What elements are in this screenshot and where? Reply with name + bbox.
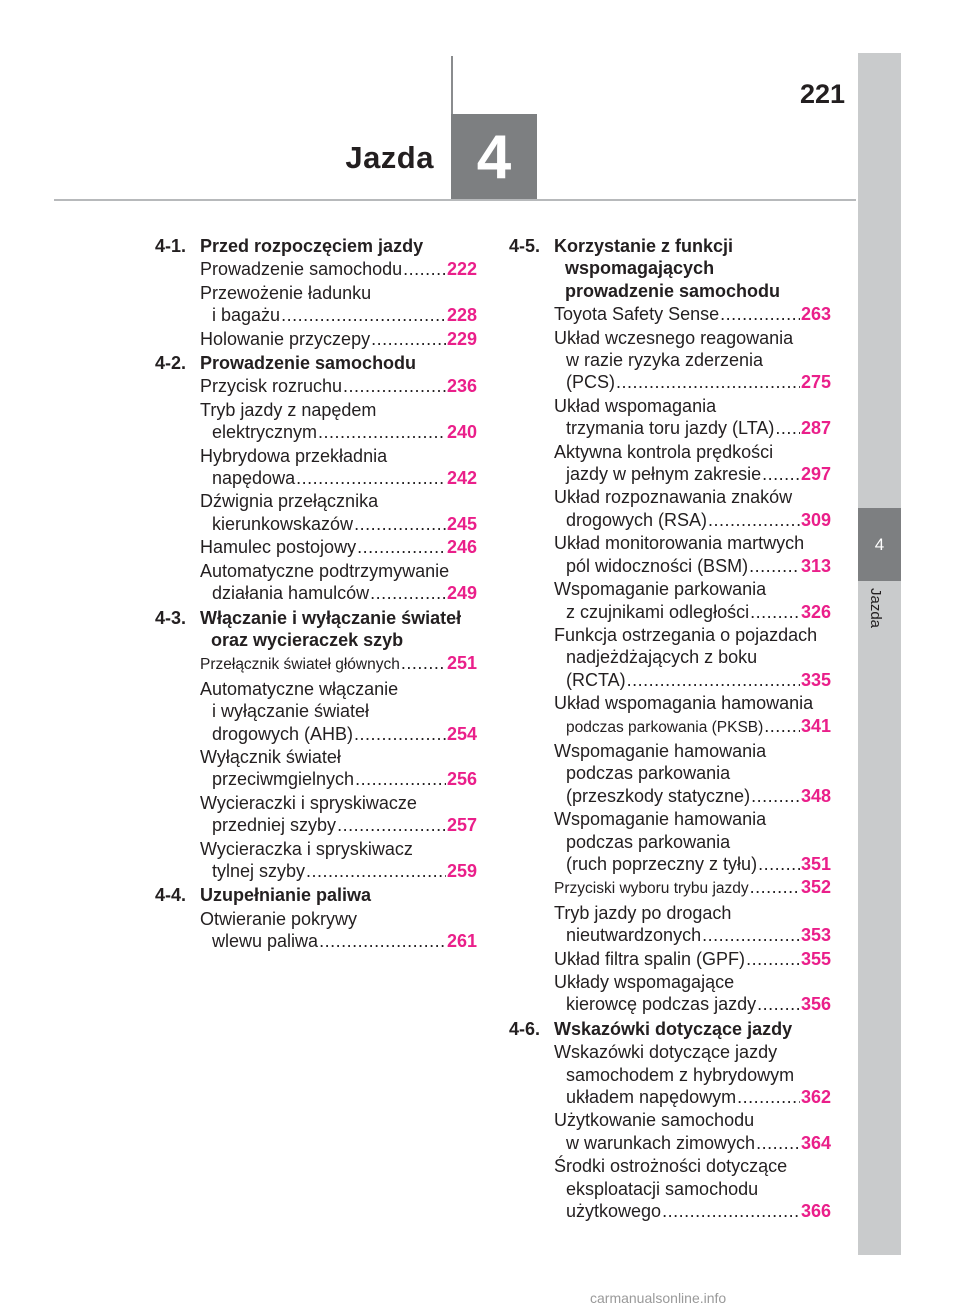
section-number: 4-5.: [509, 236, 541, 256]
entry-last-line: [200, 421, 477, 443]
entry-last-line: [200, 513, 477, 535]
entry-text: Układ wspomagania hamowania: [554, 693, 814, 714]
entry-text: Wycieraczki i spryskiwacze: [200, 792, 417, 813]
chapter-number-box: 4: [451, 114, 537, 200]
toc-entry[interactable]: [509, 303, 831, 325]
chapter-title: Jazda: [345, 140, 434, 175]
toc-entry[interactable]: [509, 876, 831, 900]
entry-text: Układy wspomagające: [554, 972, 735, 992]
entry-text: Wycieraczka i spryskiwacz: [200, 838, 413, 859]
entry-text: Przyciski wyboru trybu jazdy: [554, 880, 749, 898]
toc-entry[interactable]: [509, 740, 831, 807]
entry-last-line: [554, 1132, 831, 1154]
toc-entry[interactable]: [509, 1109, 831, 1154]
entry-last-line: [200, 860, 477, 882]
entry-last-line: [200, 723, 477, 745]
entry-text: Aktywna kontrola prędkości: [554, 441, 774, 462]
toc-entry[interactable]: [155, 908, 477, 953]
toc-entry[interactable]: [509, 692, 831, 739]
section-number: 4-4.: [155, 885, 187, 906]
entry-text: i wyłączanie świateł: [212, 701, 370, 722]
section-number: 4-3.: [155, 607, 187, 628]
page-link[interactable]: 309: [800, 509, 831, 530]
entry-text: drogowych (RSA): [566, 509, 708, 530]
toc-entry[interactable]: [509, 808, 831, 875]
section-title-line: oraz wycieraczek szyb: [211, 629, 404, 650]
entry-text: Przełącznik świateł głównych: [200, 656, 400, 674]
dot-leader: [337, 814, 446, 836]
page-link[interactable]: 257: [446, 815, 477, 836]
entry-text: trzymania toru jazdy (LTA): [566, 418, 775, 439]
page-link[interactable]: 366: [800, 1201, 831, 1222]
entry-last-line: [554, 1200, 831, 1222]
entry-text: (PCS): [566, 372, 615, 393]
dot-leader: [749, 555, 800, 577]
page-link[interactable]: 352: [800, 877, 831, 898]
entry-last-line: [200, 467, 477, 489]
entry-text: drogowych (AHB): [212, 723, 354, 744]
entry-text: Wspomaganie hamowania: [554, 740, 767, 761]
entry-last-line: [200, 582, 477, 604]
toc-entry[interactable]: [509, 948, 831, 970]
section-title-line: wspomagających: [565, 258, 715, 279]
entry-text: Hamulec postojowy: [200, 537, 357, 558]
entry-text: Układ monitorowania martwych: [554, 533, 805, 554]
dot-leader: [318, 421, 446, 443]
page-link[interactable]: 313: [800, 555, 831, 576]
section-title-line: Uzupełnianie paliwa: [200, 885, 372, 906]
entry-text: w razie ryzyka zderzenia: [566, 350, 764, 371]
toc-entry[interactable]: [509, 971, 831, 1016]
entry-text: Toyota Safety Sense: [554, 304, 720, 325]
section-title-line: Wskazówki dotyczące jazdy: [554, 1018, 793, 1039]
toc-entry[interactable]: [509, 441, 831, 486]
dot-leader: [762, 463, 800, 485]
dot-leader: [296, 467, 446, 489]
entry-last-line: [554, 463, 831, 485]
section-number: 4-2.: [155, 353, 187, 374]
page-link[interactable]: 356: [800, 994, 831, 1015]
toc-entry[interactable]: [155, 399, 477, 444]
page-link[interactable]: 341: [800, 715, 831, 736]
section-heading: [509, 1018, 831, 1040]
dot-leader: [720, 303, 800, 325]
entry-text: (przeszkody statyczne): [566, 785, 751, 806]
entry-last-line: [554, 993, 831, 1015]
entry-text: podczas parkowania: [566, 831, 731, 852]
entry-text: Przewożenie ładunku: [200, 282, 372, 303]
toc-entry[interactable]: [155, 490, 477, 535]
dot-leader: [357, 536, 446, 558]
entry-last-line: [200, 536, 477, 558]
entry-text: Tryb jazdy z napędem: [200, 399, 377, 420]
page-link[interactable]: 351: [800, 853, 831, 874]
page-link[interactable]: 335: [800, 669, 831, 690]
toc-entry[interactable]: [509, 532, 831, 577]
page-link[interactable]: 236: [446, 376, 477, 397]
page-link[interactable]: 263: [800, 304, 831, 325]
dot-leader: [403, 258, 446, 280]
toc-entry[interactable]: [155, 282, 477, 327]
entry-text: nadjeżdżających z boku: [566, 647, 758, 668]
section-heading: [155, 884, 477, 906]
toc-entry[interactable]: [509, 624, 831, 691]
toc-entry[interactable]: [155, 838, 477, 883]
dot-leader: [355, 768, 446, 790]
toc-entry[interactable]: [155, 445, 477, 490]
entry-last-line: [554, 555, 831, 577]
entry-text: podczas parkowania (PKSB): [566, 718, 764, 736]
entry-text: Wspomaganie parkowania: [554, 579, 767, 600]
dot-leader: [737, 1086, 800, 1108]
entry-last-line: [554, 601, 831, 623]
entry-text: Układ rozpoznawania znaków: [554, 487, 793, 508]
section-title-line: Prowadzenie samochodu: [200, 353, 417, 374]
entry-text: kierunkowskazów: [212, 513, 354, 534]
section-title: [155, 235, 477, 257]
page-link[interactable]: 256: [446, 769, 477, 790]
entry-text: Automatyczne włączanie: [200, 678, 399, 699]
entry-last-line: [200, 814, 477, 836]
entry-text: układem napędowym: [566, 1087, 737, 1108]
dot-leader: [306, 860, 446, 882]
page-link[interactable]: 246: [446, 537, 477, 558]
entry-text: w warunkach zimowych: [566, 1132, 756, 1153]
entry-last-line: [554, 417, 831, 439]
side-tab-label: Jazda: [867, 588, 884, 629]
entry-text: Hybrydowa przekładnia: [200, 445, 388, 466]
entry-text: Funkcja ostrzegania o pojazdach: [554, 624, 818, 645]
section-title-line: Korzystanie z funkcji: [554, 236, 734, 256]
toc-entry[interactable]: [155, 375, 477, 397]
page-link[interactable]: 254: [446, 723, 477, 744]
dot-leader: [746, 948, 800, 970]
entry-text: pól widoczności (BSM): [566, 555, 749, 576]
dot-leader: [354, 723, 446, 745]
entry-text: tylnej szyby: [212, 860, 306, 881]
entry-text: działania hamulców: [212, 583, 370, 604]
toc-entry[interactable]: [155, 652, 477, 676]
entry-text: Przycisk rozruchu: [200, 376, 343, 397]
page-link[interactable]: 251: [446, 653, 477, 674]
side-tab-strip: [858, 53, 901, 1255]
entry-last-line: [200, 258, 477, 280]
entry-text: Wskazówki dotyczące jazdy: [554, 1042, 778, 1063]
entry-text: Układ filtra spalin (GPF): [554, 948, 746, 969]
toc-entry[interactable]: [509, 578, 831, 623]
section-title-line: Włączanie i wyłączanie świateł: [200, 607, 462, 628]
entry-last-line: [200, 652, 477, 676]
entry-last-line: [200, 930, 477, 952]
entry-text: napędowa: [212, 468, 296, 489]
section-title: [155, 352, 477, 374]
header-rule: [54, 199, 856, 201]
entry-last-line: [554, 853, 831, 875]
dot-leader: [764, 715, 800, 737]
entry-text: i bagażu: [212, 305, 281, 326]
section-title: [155, 884, 477, 906]
entry-text: Otwieranie pokrywy: [200, 908, 358, 929]
dot-leader: [616, 371, 800, 393]
toc-entry[interactable]: [509, 486, 831, 531]
entry-last-line: [554, 924, 831, 946]
page-link[interactable]: 326: [800, 601, 831, 622]
page-link[interactable]: 228: [446, 305, 477, 326]
entry-text: (ruch poprzeczny z tyłu): [566, 853, 758, 874]
entry-last-line: [554, 715, 831, 739]
entry-last-line: [200, 768, 477, 790]
toc-entry[interactable]: [509, 1041, 831, 1108]
entry-text: Układ wspomagania: [554, 395, 717, 416]
page-link[interactable]: 355: [800, 948, 831, 969]
section-title: [509, 235, 831, 302]
entry-text: Wspomaganie hamowania: [554, 809, 767, 830]
entry-text: Holowanie przyczepy: [200, 328, 371, 349]
toc-entry[interactable]: [155, 328, 477, 350]
dot-leader: [319, 930, 446, 952]
page-link[interactable]: 362: [800, 1087, 831, 1108]
section-title: [509, 1018, 831, 1040]
page-link[interactable]: 240: [446, 422, 477, 443]
entry-text: przeciwmgielnych: [212, 769, 355, 790]
entry-last-line: [200, 304, 477, 326]
entry-text: podczas parkowania: [566, 763, 731, 784]
toc-entry[interactable]: [509, 395, 831, 440]
section-title: [155, 607, 477, 652]
toc-entry[interactable]: [155, 746, 477, 791]
entry-text: przedniej szyby: [212, 815, 337, 836]
dot-leader: [702, 924, 800, 946]
entry-text: z czujnikami odległości: [566, 601, 750, 622]
page-link[interactable]: 364: [800, 1132, 831, 1153]
page-link[interactable]: 348: [800, 785, 831, 806]
section-heading: [509, 235, 831, 302]
section-heading: [155, 607, 477, 652]
dot-leader: [662, 1200, 800, 1222]
dot-leader: [343, 375, 446, 397]
toc-entry[interactable]: [509, 327, 831, 394]
entry-last-line: [554, 303, 831, 325]
entry-text: Prowadzenie samochodu: [200, 259, 403, 280]
dot-leader: [708, 509, 800, 531]
toc-entry[interactable]: [155, 678, 477, 745]
page-link[interactable]: 259: [446, 860, 477, 881]
entry-text: kierowcę podczas jazdy: [566, 994, 757, 1015]
entry-last-line: [554, 876, 831, 900]
page-link[interactable]: 245: [446, 513, 477, 534]
toc-entry[interactable]: [155, 792, 477, 837]
section-title-line: prowadzenie samochodu: [565, 280, 781, 301]
page-link[interactable]: 229: [446, 328, 477, 349]
section-heading: [155, 235, 477, 257]
page-link[interactable]: 275: [800, 372, 831, 393]
entry-last-line: [554, 785, 831, 807]
section-heading: [155, 352, 477, 374]
dot-leader: [354, 513, 446, 535]
page-link[interactable]: 261: [446, 931, 477, 952]
entry-text: Tryb jazdy po drogach: [554, 902, 732, 923]
toc-entry[interactable]: [155, 258, 477, 280]
toc-entry[interactable]: [509, 1155, 831, 1222]
entry-last-line: [554, 1086, 831, 1108]
entry-text: samochodem z hybrydowym: [566, 1064, 795, 1085]
header-divider-line: [451, 56, 453, 116]
page-link[interactable]: 222: [446, 259, 477, 280]
dot-leader: [750, 601, 800, 623]
toc-entry[interactable]: [509, 902, 831, 947]
page-link[interactable]: 249: [446, 583, 477, 604]
entry-text: użytkowego: [566, 1201, 662, 1222]
entry-text: Użytkowanie samochodu: [554, 1110, 755, 1131]
dot-leader: [757, 993, 800, 1015]
entry-text: jazdy w pełnym zakresie: [566, 464, 762, 485]
dot-leader: [371, 328, 446, 350]
entry-last-line: [200, 375, 477, 397]
side-tab-chapter-number[interactable]: 4: [858, 508, 901, 581]
dot-leader: [750, 876, 800, 898]
entry-last-line: [200, 328, 477, 350]
page-link[interactable]: 297: [800, 464, 831, 485]
entry-text: elektrycznym: [212, 422, 318, 443]
entry-text: Wyłącznik świateł: [200, 746, 341, 767]
section-title-line: Przed rozpoczęciem jazdy: [200, 236, 424, 256]
dot-leader: [281, 304, 446, 326]
page-link[interactable]: 353: [800, 925, 831, 946]
entry-last-line: [554, 509, 831, 531]
dot-leader: [756, 1132, 800, 1154]
entry-text: Środki ostrożności dotyczące: [554, 1156, 788, 1177]
section-number: 4-1.: [155, 236, 187, 256]
entry-text: Automatyczne podtrzymywanie: [200, 560, 450, 581]
entry-text: Dźwignia przełącznika: [200, 491, 379, 512]
dot-leader: [751, 785, 800, 807]
entry-text: eksploatacji samochodu: [566, 1178, 759, 1199]
dot-leader: [627, 669, 800, 691]
page-number: 221: [800, 79, 846, 109]
entry-text: wlewu paliwa: [212, 931, 319, 952]
toc-left-column: [155, 233, 477, 953]
entry-last-line: [554, 669, 831, 691]
entry-last-line: [554, 948, 831, 970]
entry-text: (RCTA): [566, 669, 626, 690]
page-link[interactable]: 242: [446, 468, 477, 489]
dot-leader: [401, 652, 446, 674]
toc-right-column: [509, 233, 831, 1222]
dot-leader: [370, 582, 446, 604]
entry-text: Układ wczesnego reagowania: [554, 327, 794, 348]
watermark: carmanualsonline.info: [590, 1290, 727, 1306]
toc-entry[interactable]: [155, 560, 477, 605]
entry-last-line: [554, 371, 831, 393]
entry-text: nieutwardzonych: [566, 925, 702, 946]
dot-leader: [775, 417, 800, 439]
page-link[interactable]: 287: [800, 418, 831, 439]
dot-leader: [758, 853, 800, 875]
section-number: 4-6.: [509, 1018, 541, 1039]
toc-entry[interactable]: [155, 536, 477, 558]
